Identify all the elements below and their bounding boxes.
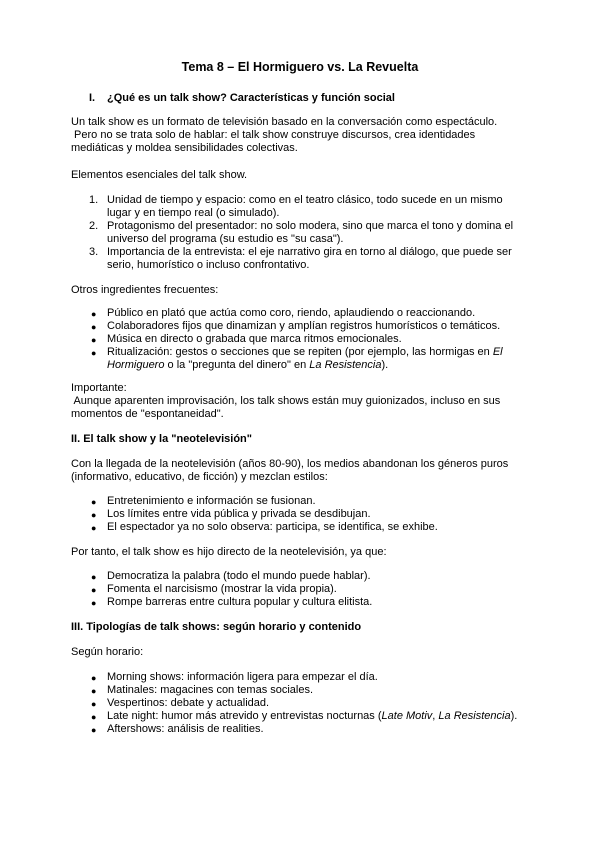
list-item: Importancia de la entrevista: el eje narrativo gira en torno al diálogo, que puede ser xyxy=(107,246,512,258)
list-number: 1. xyxy=(89,194,99,206)
list-number: 2. xyxy=(89,220,99,232)
paragraph: Con la llegada de la neotelevisión (años 80-90), los medios abandonan los géneros puros xyxy=(71,458,509,470)
others-label: Otros ingredientes frecuentes: xyxy=(71,284,219,296)
section-1-number: I. xyxy=(89,92,96,104)
list-item-late-night: Late night: humor más atrevido y entrevistas nocturnas (Late Motiv, La Resistencia). xyxy=(107,710,518,722)
list-item: lugar y en tiempo real (o simulado). xyxy=(107,207,280,219)
bullet-icon: ● xyxy=(91,725,97,735)
bullet-icon: ● xyxy=(91,686,97,696)
bullet-icon: ● xyxy=(91,585,97,595)
bullet-icon: ● xyxy=(91,712,97,722)
list-number: 3. xyxy=(89,246,99,258)
list-item: universo del programa (su estudio es "su casa"). xyxy=(107,233,344,245)
paragraph: mediáticas y moldea sensibilidades colectivas. xyxy=(71,142,298,154)
list-item: Unidad de tiempo y espacio: como en el teatro clásico, todo sucede en un mismo xyxy=(107,194,503,206)
paragraph: Pero no se trata solo de hablar: el talk show construye discursos, crea identidades xyxy=(71,129,476,141)
list-item: Música en directo o grabada que marca ritmos emocionales. xyxy=(107,333,402,345)
section-2-heading: II. El talk show y la "neotelevisión" xyxy=(71,433,252,445)
list-item: Entretenimiento e información se fusionan. xyxy=(107,495,316,507)
bullet-icon: ● xyxy=(91,598,97,608)
list-item: Morning shows: información ligera para empezar el día. xyxy=(107,671,378,683)
bullet-icon: ● xyxy=(91,309,97,319)
list-item: Aftershows: análisis de realities. xyxy=(107,723,264,735)
list-item: El espectador ya no solo observa: participa, se identifica, se exhibe. xyxy=(107,521,438,533)
horario-label: Según horario: xyxy=(71,646,144,658)
paragraph: (informativo, educativo, de ficción) y mezclan estilos: xyxy=(71,471,328,483)
list-item-ritual: Ritualización: gestos o secciones que se repiten (por ejemplo, las hormigas en El xyxy=(107,346,503,358)
paragraph: Un talk show es un formato de televisión basado en la conversación como espectáculo. xyxy=(71,116,498,128)
list-item: Colaboradores fijos que dinamizan y amplían registros humorísticos o temáticos. xyxy=(107,320,501,332)
list-item: Matinales: magacines con temas sociales. xyxy=(107,684,314,696)
bullet-icon: ● xyxy=(91,699,97,709)
bullet-icon: ● xyxy=(91,673,97,683)
list-item: Democratiza la palabra (todo el mundo puede hablar). xyxy=(107,570,371,582)
bullet-icon: ● xyxy=(91,335,97,345)
bullet-icon: ● xyxy=(91,348,97,358)
paragraph: Por tanto, el talk show es hijo directo de la neotelevisión, ya que: xyxy=(71,546,387,558)
elements-label: Elementos esenciales del talk show. xyxy=(71,169,248,181)
list-item: Público en plató que actúa como coro, riendo, aplaudiendo o reaccionando. xyxy=(107,307,476,319)
bullet-icon: ● xyxy=(91,510,97,520)
list-item: Rompe barreras entre cultura popular y cultura elitista. xyxy=(107,596,373,608)
paragraph: momentos de "espontaneidad". xyxy=(71,408,224,420)
bullet-icon: ● xyxy=(91,322,97,332)
list-item: Los límites entre vida pública y privada se desdibujan. xyxy=(107,508,371,520)
bullet-icon: ● xyxy=(91,497,97,507)
document-title: Tema 8 – El Hormiguero vs. La Revuelta xyxy=(181,60,419,74)
paragraph: Aunque aparenten improvisación, los talk shows están muy guionizados, incluso en sus xyxy=(71,395,501,407)
list-item: Vespertinos: debate y actualidad. xyxy=(107,697,270,709)
list-item: Protagonismo del presentador: no solo modera, sino que marca el tono y domina el xyxy=(107,220,514,232)
list-item: serio, humorístico o incluso confrontativo. xyxy=(107,259,310,271)
section-3-heading: III. Tipologías de talk shows: según horario y contenido xyxy=(71,621,362,633)
list-item-ritual-cont: Hormiguero o la "pregunta del dinero" en La Resistencia). xyxy=(107,359,389,371)
bullet-icon: ● xyxy=(91,572,97,582)
section-1-heading-text: ¿Qué es un talk show? Características y función social xyxy=(107,92,395,104)
bullet-icon: ● xyxy=(91,523,97,533)
important-label: Importante: xyxy=(71,382,127,394)
list-item: Fomenta el narcisismo (mostrar la vida propia). xyxy=(107,583,337,595)
